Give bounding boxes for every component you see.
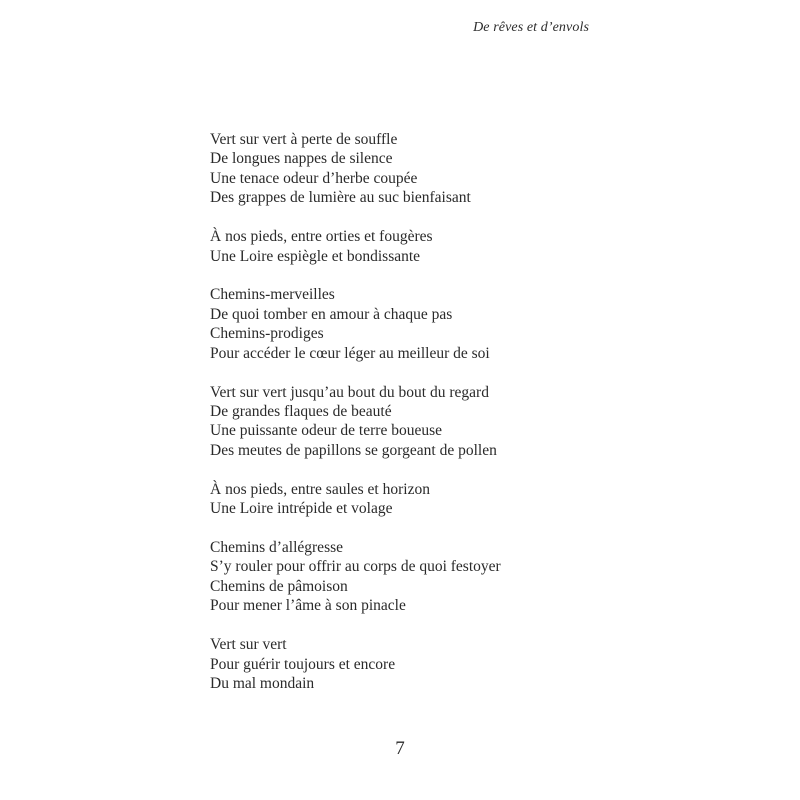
stanza: [210, 635, 630, 693]
poem-line: Chemins de pâmoison: [210, 577, 348, 595]
poem-line: Vert sur vert à perte de souffle: [210, 131, 398, 148]
stanza: [210, 538, 630, 616]
poem-line: Du mal mondain: [210, 674, 315, 692]
poem-line: S’y rouler pour offrir au corps de quoi festoyer: [210, 558, 501, 576]
poem-line: De grandes flaques de beauté: [210, 402, 392, 420]
poem-line: De quoi tomber en amour à chaque pas: [210, 305, 453, 323]
poem-line: Pour mener l’âme à son pinacle: [210, 597, 406, 615]
poem-line: Chemins d’allégresse: [210, 539, 344, 556]
poem-line: Pour accéder le cœur léger au meilleur de soi: [210, 344, 490, 362]
poem-line: Chemins-merveilles: [210, 286, 335, 304]
stanza: [210, 480, 630, 519]
poem-line: Des meutes de papillons se gorgeant de pollen: [210, 441, 497, 459]
poem-line: Pour guérir toujours et encore: [210, 655, 396, 673]
poem-line: Chemins-prodiges: [210, 325, 324, 343]
poem: [210, 130, 630, 713]
poem-line: À nos pieds, entre orties et fougères: [210, 228, 433, 246]
stanza: [210, 285, 630, 363]
poem-line: À nos pieds, entre saules et horizon: [210, 480, 430, 498]
poem-line: Une puissante odeur de terre boueuse: [210, 422, 442, 440]
poem-line: De longues nappes de silence: [210, 150, 393, 168]
stanza: [210, 130, 630, 208]
poem-line: Vert sur vert: [210, 636, 287, 654]
stanza: [210, 227, 630, 266]
poem-line: Une tenace odeur d’herbe coupée: [210, 169, 418, 187]
stanza: [210, 383, 630, 461]
poem-line: Une Loire intrépide et volage: [210, 500, 393, 518]
poem-line: Vert sur vert jusqu’au bout du bout du regard: [210, 383, 489, 401]
running-header: De rêves et d’envols: [473, 20, 589, 35]
page-number: 7: [395, 738, 405, 759]
poem-line: Une Loire espiègle et bondissante: [210, 247, 421, 265]
poem-line: Des grappes de lumière au suc bienfaisant: [210, 189, 471, 207]
